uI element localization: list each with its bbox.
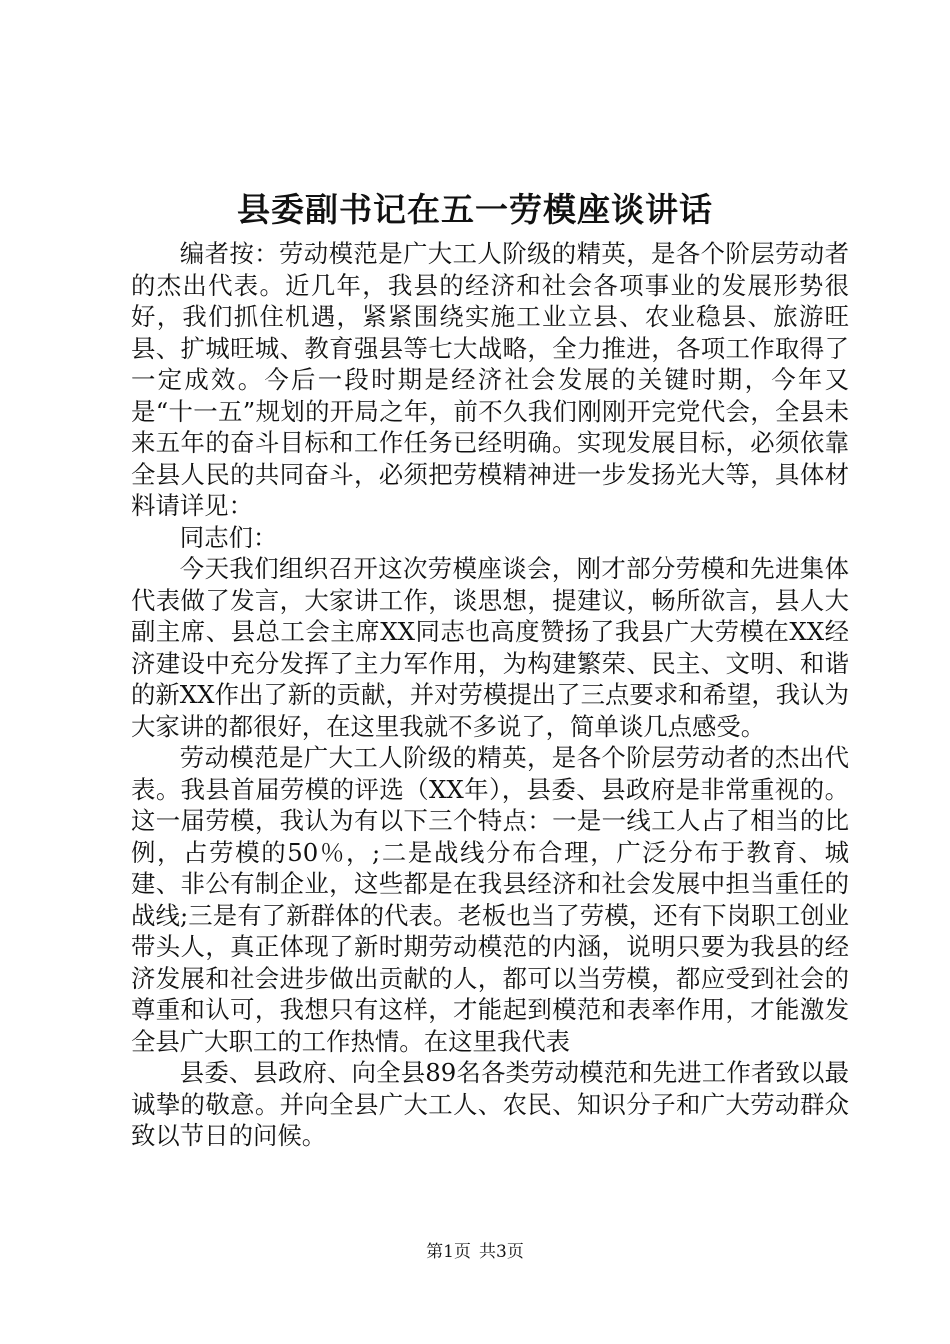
paragraph-editor-note: 编者按：劳动模范是广大工人阶级的精英，是各个阶层劳动者的杰出代表。近几年，我县的经济和社会各项事业的发展形势很好，我们抓住机遇，紧紧围绕实施工业立县、农业稳县、旅游旺县、扩城旺城、教育强县等七大战略，全力推进，各项工作取得了一定成效。今后一段时期是经济社会发展的关键时期，今年又是“十一五”规划的开局之年，前不久我们刚刚开完党代会，全县未来五年的奋斗目标和工作任务已经明确。实现发展目标，必须依靠全县人民的共同奋斗，必须把劳模精神进一步发扬光大等，具体材料请详见： xyxy=(131,239,849,520)
page-number: 第1页 xyxy=(426,1242,471,1262)
paragraph-tribute: 县委、县政府、向全县89名各类劳动模范和先进工作者致以最诚挚的敬意。并向全县广大工人、农民、知识分子和广大劳动群众致以节日的问候。 xyxy=(131,1058,849,1150)
paragraph-model-workers: 劳动模范是广大工人阶级的精英，是各个阶层劳动者的杰出代表。我县首届劳模的评选（XX年），县委、县政府是非常重视的。这一届劳模，我认为有以下三个特点：一是一线工人占了相当的比例，占劳模的50％，;二是战线分布合理，广泛分布于教育、城建、非公有制企业，这些都是在我县经济和社会发展中担当重任的战线;三是有了新群体的代表。老板也当了劳模，还有下岗职工创业带头人，真正体现了新时期劳动模范的内涵，说明只要为我县的经济发展和社会进步做出贡献的人，都可以当劳模，都应受到社会的尊重和认可，我想只有这样，才能起到模范和表率作用，才能激发全县广大职工的工作热情。在这里我代表 xyxy=(131,743,849,1056)
paragraph-salutation: 同志们： xyxy=(179,522,278,552)
paragraph-intro: 今天我们组织召开这次劳模座谈会，刚才部分劳模和先进集体代表做了发言，大家讲工作，谈思想，提建议，畅所欲言，县人大副主席、县总工会主席XX同志也高度赞扬了我县广大劳模在XX经济建设中充分发挥了主力军作用，为构建繁荣、民主、文明、和谐的新XX作出了新的贡献，并对劳模提出了三点要求和希望，我认为大家讲的都很好，在这里我就不多说了，简单谈几点感受。 xyxy=(131,554,849,741)
document-body xyxy=(131,238,849,1152)
document-title: 县委副书记在五一劳模座谈讲话 xyxy=(237,190,713,229)
page-footer xyxy=(0,1240,950,1264)
page-total: 共3页 xyxy=(479,1242,524,1262)
